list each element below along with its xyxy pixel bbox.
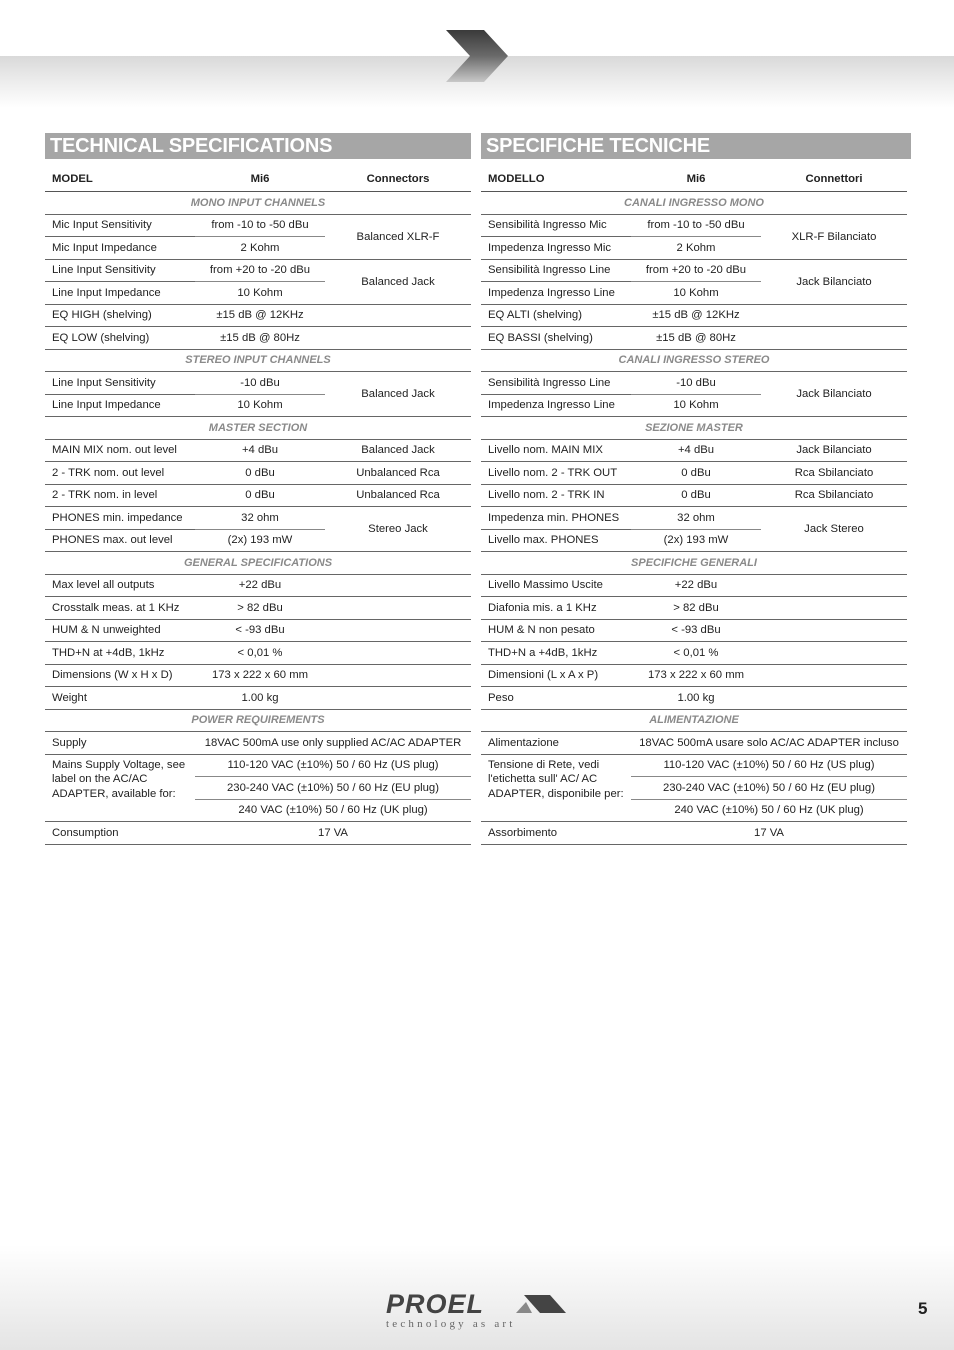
spec-label: Sensibilità Ingresso Line: [481, 372, 631, 395]
spec-value: 10 Kohm: [195, 282, 325, 305]
group-heading: MASTER SECTION: [45, 417, 471, 440]
spec-label: EQ LOW (shelving): [45, 327, 195, 350]
spec-value: 2 Kohm: [631, 237, 761, 260]
page-number: 5: [918, 1299, 928, 1318]
column-header-value: Mi6: [195, 167, 325, 192]
spec-label: Line Input Impedance: [45, 394, 195, 417]
spec-value: ±15 dB @ 80Hz: [631, 327, 761, 350]
spec-label: Alimentazione: [481, 732, 631, 755]
spec-label: Peso: [481, 687, 631, 710]
spec-value: 18VAC 500mA use only supplied AC/AC ADAPTER: [195, 732, 471, 755]
spec-connector: Balanced Jack: [325, 439, 471, 462]
group-heading: MONO INPUT CHANNELS: [45, 192, 471, 215]
spec-value: +4 dBu: [631, 439, 761, 462]
spec-value: ±15 dB @ 12KHz: [195, 304, 325, 327]
spec-label: Assorbimento: [481, 822, 631, 845]
spec-value: 10 Kohm: [631, 394, 761, 417]
spec-value: from -10 to -50 dBu: [195, 214, 325, 237]
spec-label: Mic Input Sensitivity: [45, 214, 195, 237]
column-header-connectors: Connettori: [761, 167, 907, 192]
spec-value: +22 dBu: [195, 574, 325, 597]
spec-value: from -10 to -50 dBu: [631, 214, 761, 237]
column-header-model: MODEL: [45, 167, 195, 192]
brand-logo: [386, 1290, 570, 1330]
spec-value: 10 Kohm: [631, 282, 761, 305]
spec-value: 2 Kohm: [195, 237, 325, 260]
spec-connector: Unbalanced Rca: [325, 484, 471, 507]
spec-label: Livello Massimo Uscite: [481, 574, 631, 597]
section-title: SPECIFICHE TECNICHE: [481, 133, 911, 159]
spec-value: from +20 to -20 dBu: [631, 259, 761, 282]
spec-value: > 82 dBu: [195, 597, 325, 620]
spec-label: HUM & N non pesato: [481, 619, 631, 642]
spec-value: 17 VA: [631, 822, 907, 845]
spec-value: -10 dBu: [195, 372, 325, 395]
spec-label: Max level all outputs: [45, 574, 195, 597]
spec-value: < -93 dBu: [631, 619, 761, 642]
group-heading: SPECIFICHE GENERALI: [481, 552, 907, 575]
spec-label: HUM & N unweighted: [45, 619, 195, 642]
spec-connector: Jack Bilanciato: [761, 259, 907, 304]
column-header-model: MODELLO: [481, 167, 631, 192]
spec-connector: Jack Stereo: [761, 507, 907, 552]
spec-value: 240 VAC (±10%) 50 / 60 Hz (UK plug): [631, 799, 907, 822]
column-header-value: Mi6: [631, 167, 761, 192]
spec-value: ±15 dB @ 12KHz: [631, 304, 761, 327]
spec-value: 230-240 VAC (±10%) 50 / 60 Hz (EU plug): [195, 777, 471, 800]
specs-table: [481, 167, 907, 845]
spec-label: Supply: [45, 732, 195, 755]
spec-value: 32 ohm: [195, 507, 325, 530]
group-heading: CANALI INGRESSO STEREO: [481, 349, 907, 372]
specs-table: [45, 167, 471, 845]
spec-value: (2x) 193 mW: [631, 529, 761, 552]
spec-value: 0 dBu: [195, 462, 325, 485]
spec-label: Impedenza Ingresso Mic: [481, 237, 631, 260]
spec-label: THD+N at +4dB, 1kHz: [45, 642, 195, 665]
brand-tagline: technology as art: [386, 1318, 516, 1330]
spec-label: Livello nom. MAIN MIX: [481, 439, 631, 462]
spec-value: 1.00 kg: [631, 687, 761, 710]
spec-label: Crosstalk meas. at 1 KHz: [45, 597, 195, 620]
spec-label: Livello nom. 2 - TRK OUT: [481, 462, 631, 485]
spec-value: 0 dBu: [195, 484, 325, 507]
chevron-arrow-icon: [444, 28, 510, 84]
spec-label: Line Input Sensitivity: [45, 372, 195, 395]
spec-connector: Balanced XLR-F: [325, 214, 471, 259]
spec-label: Livello max. PHONES: [481, 529, 631, 552]
spec-label: 2 - TRK nom. out level: [45, 462, 195, 485]
spec-value: 110-120 VAC (±10%) 50 / 60 Hz (US plug): [631, 754, 907, 777]
group-heading: POWER REQUIREMENTS: [45, 709, 471, 732]
spec-value: from +20 to -20 dBu: [195, 259, 325, 282]
spec-label: 2 - TRK nom. in level: [45, 484, 195, 507]
spec-value: 18VAC 500mA usare solo AC/AC ADAPTER incluso: [631, 732, 907, 755]
spec-value: (2x) 193 mW: [195, 529, 325, 552]
spec-value: < 0,01 %: [195, 642, 325, 665]
spec-value: -10 dBu: [631, 372, 761, 395]
spec-label: Line Input Sensitivity: [45, 259, 195, 282]
spec-label: PHONES max. out level: [45, 529, 195, 552]
spec-label: EQ HIGH (shelving): [45, 304, 195, 327]
spec-value: +4 dBu: [195, 439, 325, 462]
spec-value: > 82 dBu: [631, 597, 761, 620]
spec-label: Impedenza Ingresso Line: [481, 394, 631, 417]
group-heading: STEREO INPUT CHANNELS: [45, 349, 471, 372]
spec-value: 32 ohm: [631, 507, 761, 530]
spec-connector: Rca Sbilanciato: [761, 484, 907, 507]
spec-connector: Rca Sbilanciato: [761, 462, 907, 485]
spec-value: 0 dBu: [631, 462, 761, 485]
spec-label: EQ ALTI (shelving): [481, 304, 631, 327]
spec-label: Line Input Impedance: [45, 282, 195, 305]
spec-value: < -93 dBu: [195, 619, 325, 642]
spec-value: 0 dBu: [631, 484, 761, 507]
spec-label: Impedenza min. PHONES: [481, 507, 631, 530]
column-header-connectors: Connectors: [325, 167, 471, 192]
spec-label: Dimensions (W x H x D): [45, 664, 195, 687]
spec-value: 17 VA: [195, 822, 471, 845]
spec-label: Diafonia mis. a 1 KHz: [481, 597, 631, 620]
spec-value: 10 Kohm: [195, 394, 325, 417]
spec-value: 110-120 VAC (±10%) 50 / 60 Hz (US plug): [195, 754, 471, 777]
spec-value: 173 x 222 x 60 mm: [195, 664, 325, 687]
spec-label: MAIN MIX nom. out level: [45, 439, 195, 462]
spec-value: 173 x 222 x 60 mm: [631, 664, 761, 687]
spec-value: < 0,01 %: [631, 642, 761, 665]
spec-label: Tensione di Rete, vedi l'etichetta sull' AC/ AC ADAPTER, disponibile per:: [481, 754, 631, 822]
section-title: TECHNICAL SPECIFICATIONS: [45, 133, 471, 159]
group-heading: SEZIONE MASTER: [481, 417, 907, 440]
spec-value: 1.00 kg: [195, 687, 325, 710]
spec-label: PHONES min. impedance: [45, 507, 195, 530]
spec-label: EQ BASSI (shelving): [481, 327, 631, 350]
spec-value: 230-240 VAC (±10%) 50 / 60 Hz (EU plug): [631, 777, 907, 800]
spec-label: THD+N a +4dB, 1kHz: [481, 642, 631, 665]
spec-label: Weight: [45, 687, 195, 710]
spec-label: Impedenza Ingresso Line: [481, 282, 631, 305]
spec-label: Sensibilità Ingresso Line: [481, 259, 631, 282]
spec-label: Dimensioni (L x A x P): [481, 664, 631, 687]
spec-label: Mic Input Impedance: [45, 237, 195, 260]
spec-connector: Balanced Jack: [325, 372, 471, 417]
group-heading: GENERAL SPECIFICATIONS: [45, 552, 471, 575]
spec-connector: Stereo Jack: [325, 507, 471, 552]
spec-label: Sensibilità Ingresso Mic: [481, 214, 631, 237]
group-heading: ALIMENTAZIONE: [481, 709, 907, 732]
specs-column-italian: [481, 133, 907, 845]
brand-name: PROEL: [386, 1289, 485, 1319]
spec-label: Mains Supply Voltage, see label on the AC/AC ADAPTER, available for:: [45, 754, 195, 822]
spec-value: +22 dBu: [631, 574, 761, 597]
spec-label: Livello nom. 2 - TRK IN: [481, 484, 631, 507]
specs-column-english: [45, 133, 471, 845]
group-heading: CANALI INGRESSO MONO: [481, 192, 907, 215]
spec-connector: XLR-F Bilanciato: [761, 214, 907, 259]
spec-connector: Unbalanced Rca: [325, 462, 471, 485]
spec-value: ±15 dB @ 80Hz: [195, 327, 325, 350]
logo-chevron-icon: [516, 1294, 568, 1314]
spec-connector: Jack Bilanciato: [761, 372, 907, 417]
spec-connector: Jack Bilanciato: [761, 439, 907, 462]
spec-label: Consumption: [45, 822, 195, 845]
spec-connector: Balanced Jack: [325, 259, 471, 304]
spec-value: 240 VAC (±10%) 50 / 60 Hz (UK plug): [195, 799, 471, 822]
